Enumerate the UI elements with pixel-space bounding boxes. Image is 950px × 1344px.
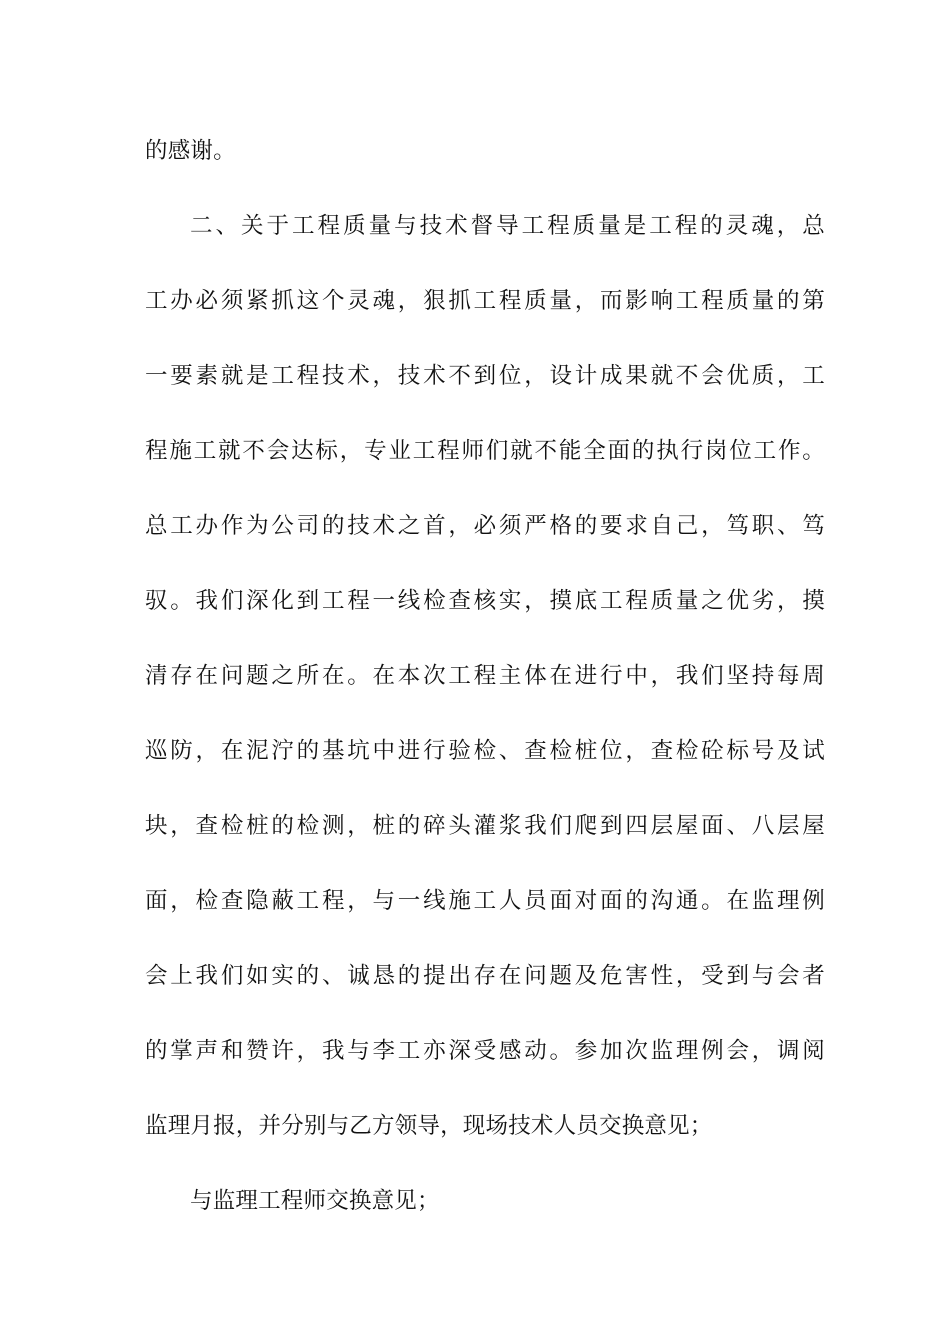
text-line: 一要素就是工程技术，技术不到位，设计成果就不会优质，工 (145, 363, 825, 389)
text-line: 程施工就不会达标，专业工程师们就不能全面的执行岗位工作。 (145, 438, 825, 464)
text-line: 总工办作为公司的技术之首，必须严格的要求自己，笃职、笃 (145, 513, 825, 539)
text-line: 块，查检桩的检测，桩的碎头灌浆我们爬到四层屋面、八层屋 (145, 813, 825, 839)
text-line: 二、关于工程质量与技术督导工程质量是工程的灵魂，总 (190, 213, 825, 239)
text-line: 清存在问题之所在。在本次工程主体在进行中，我们坚持每周 (145, 663, 825, 689)
text-line: 面，检查隐蔽工程，与一线施工人员面对面的沟通。在监理例 (145, 888, 825, 914)
text-line: 与监理工程师交换意见； (190, 1188, 440, 1214)
text-line: 驭。我们深化到工程一线检查核实，摸底工程质量之优劣，摸 (145, 588, 825, 614)
text-line: 会上我们如实的、诚恳的提出存在问题及危害性，受到与会者 (145, 963, 825, 989)
text-line: 监理月报，并分别与乙方领导，现场技术人员交换意见； (145, 1113, 713, 1139)
text-line: 巡防，在泥泞的基坑中进行验检、查检桩位，查检砼标号及试 (145, 738, 825, 764)
text-line: 的感谢。 (145, 138, 236, 164)
text-line: 的掌声和赞许，我与李工亦深受感动。参加次监理例会，调阅 (145, 1038, 825, 1064)
text-line: 工办必须紧抓这个灵魂，狠抓工程质量，而影响工程质量的第 (145, 288, 825, 314)
